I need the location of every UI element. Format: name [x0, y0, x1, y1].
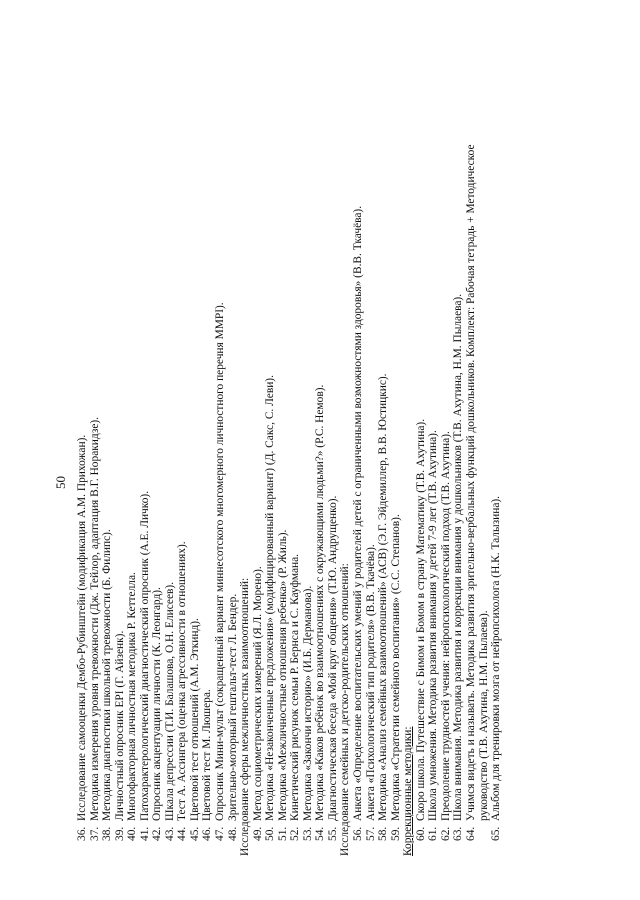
list-item: [365, 66, 378, 856]
list-block-3: [352, 66, 402, 856]
item-text: Кинетический рисунок семьи Р. Бернса и С. Кауфмана.: [289, 553, 302, 821]
item-text: Диагностическая беседа «Мой круг общения» (Т.Ю. Андрущенко).: [326, 495, 339, 821]
item-text: Преодоление трудностей учения: нейропсихологический подход (Т.В. Ахутина).: [439, 431, 452, 821]
item-number: 55.: [326, 826, 339, 841]
rotated-content: [54, 66, 554, 856]
list-item: [289, 66, 302, 856]
item-text: Тест А. Ассингера (оценка агрессивности в отношениях).: [176, 541, 189, 821]
item-text: Методика «Межличностные отношения ребенка» (Р. Жиль).: [276, 529, 289, 821]
list-item: [201, 66, 214, 856]
item-text: Личностный опросник EPI (Г. Айзенк).: [113, 630, 126, 821]
item-number: 58.: [377, 826, 390, 841]
item-number: 46.: [201, 826, 214, 841]
item-text: Метод социометрических измерений (Я.Л. Морено).: [251, 566, 264, 821]
item-text: Анкета «Определение воспитательских умений у родителей детей с ограниченными возможностями здоровья» (В.В. Ткачёва).: [352, 205, 365, 821]
item-number: 57.: [364, 826, 377, 841]
item-number: 53.: [301, 826, 314, 841]
item-number: 36.: [76, 826, 88, 841]
list-item: [176, 66, 189, 856]
list-item: [151, 66, 164, 856]
item-number: 60.: [414, 826, 427, 841]
item-text: Методика «Закончи историю» (И.Б. Дерманова).: [301, 585, 314, 821]
list-item: [252, 66, 265, 856]
item-number: 48.: [226, 826, 239, 841]
list-item: [277, 66, 290, 856]
list-item: [126, 66, 139, 856]
item-text: Методика «Незаконченные предложения» (модифицированный вариант) (Д. Сакс, С. Леви).: [264, 375, 277, 821]
list-item: [264, 66, 277, 856]
item-number: 39.: [113, 826, 126, 841]
item-text: Анкета «Психологический тип родителя» (В.В. Ткачёва).: [364, 544, 377, 821]
item-text: руководство (Т.В. Ахутина, Н.М. Пылаева).: [477, 610, 490, 821]
list-item: [114, 66, 127, 856]
list-item: [76, 66, 89, 856]
list-item: [89, 66, 102, 856]
list-item: [390, 66, 403, 856]
section-heading-family: Исследование семейных и детско-родительских отношений:: [339, 563, 352, 856]
item-text: Альбом для тренировки мозга от нейропсихолога (Н.К. Талызина).: [490, 495, 503, 821]
list-item: [465, 66, 478, 856]
item-number: 59.: [389, 826, 402, 841]
list-item: [427, 66, 440, 856]
item-number: 47.: [214, 826, 227, 841]
list-block-2: [252, 66, 340, 856]
item-number: 54.: [314, 826, 327, 841]
item-text: Патохарактерологический диагностический опросник (А.Е. Личко).: [138, 490, 151, 821]
item-text: Учимся видеть и называть. Методика развития зрительно-вербальных функций дошкольников. Комплект: Рабочая тетрадь + Методическое: [464, 144, 477, 821]
item-number: [478, 821, 491, 841]
list-item: [139, 66, 152, 856]
list-item: [101, 66, 114, 856]
list-item: [314, 66, 327, 856]
list-item: [490, 66, 503, 856]
list-item: [164, 66, 177, 856]
item-text: Многофакторная личностная методика Р. Кеттелла.: [126, 572, 139, 821]
item-text: Опросник акцентуации личности (К. Леонгард).: [151, 587, 164, 821]
item-number: 44.: [176, 826, 189, 841]
item-number: 50.: [264, 826, 277, 841]
item-number: 37.: [88, 826, 101, 841]
methods-list: [76, 66, 503, 856]
item-number: 51.: [276, 826, 289, 841]
list-block-4: [415, 66, 503, 856]
item-number: 63.: [452, 826, 465, 841]
item-text: Методика «Стратегии семейного воспитания» (С.С. Степанов).: [389, 514, 402, 821]
section-heading-interpersonal: Исследование сферы межличностных взаимоотношений:: [239, 577, 252, 856]
item-text: Школа внимания. Методика развития и коррекции внимания у дошкольников (Т.В. Ахутина, Н.М. Пылаева).: [452, 293, 465, 821]
item-number: 41.: [138, 826, 151, 841]
item-number: 64.: [464, 826, 477, 841]
item-number: 52.: [289, 826, 302, 841]
item-text: Методика диагностики школьной тревожности (Б. Филипс).: [101, 529, 114, 821]
item-number: 56.: [352, 826, 365, 841]
item-text: Методика «Анализ семейных взаимоотношений» (АСВ) (Э.Г. Эйдемиллер, В.В. Юстицкис).: [377, 373, 390, 821]
list-item: [415, 66, 428, 856]
item-number: 42.: [151, 826, 164, 841]
item-text: Методика «Каков ребёнок во взаимоотношениях с окружающими людьми?» (Р.С. Немов).: [314, 384, 327, 821]
item-number: 49.: [251, 826, 264, 841]
list-item: [478, 66, 491, 856]
list-item: [327, 66, 340, 856]
list-item: [440, 66, 453, 856]
item-number: 45.: [188, 826, 201, 841]
item-number: 40.: [126, 826, 139, 841]
item-number: 61.: [427, 826, 440, 841]
item-text: Методика измерения уровня тревожности (Дж. Тейлор, адаптация В.Г. Норакидзе).: [88, 416, 101, 821]
item-number: 43.: [163, 826, 176, 841]
item-text: Зрительно-моторный гештальт-тест Л. Бендер.: [226, 593, 239, 821]
item-text: Опросник Мини-мульт (сокращенный вариант миннесотского многомерного личностного перечня MMPI).: [214, 302, 227, 821]
item-text: Шкала депрессии (Т.И. Балашова, О.Н. Елисеев).: [163, 581, 176, 821]
item-text: Школа умножения. Методика развития внимания у детей 7-9 лет (Т.В. Ахутина).: [427, 430, 440, 821]
item-number: 38.: [101, 826, 114, 841]
list-item: [227, 66, 240, 856]
page-number: 50: [53, 476, 68, 489]
item-text: Скоро школа. Путешествие с Бимом и Бомом в страну Математику (Т.В. Ахутина).: [414, 418, 427, 821]
list-item: [302, 66, 315, 856]
list-block-1: [76, 66, 239, 856]
list-item: [377, 66, 390, 856]
item-text: Цветовой тест отношений (А.М. Эткинд).: [188, 618, 201, 821]
section-heading-correction: Коррекционные методики:: [402, 726, 415, 856]
list-item: [452, 66, 465, 856]
item-text: Цветовой тест М. Люшера.: [201, 689, 214, 821]
item-number: 62.: [439, 826, 452, 841]
item-number: 65.: [490, 826, 503, 841]
list-item: [214, 66, 227, 856]
list-item: [352, 66, 365, 856]
list-item: [189, 66, 202, 856]
item-text: Исследование самооценки Дембо-Рубинштейн (модификация А.М. Прихожан).: [76, 434, 88, 821]
